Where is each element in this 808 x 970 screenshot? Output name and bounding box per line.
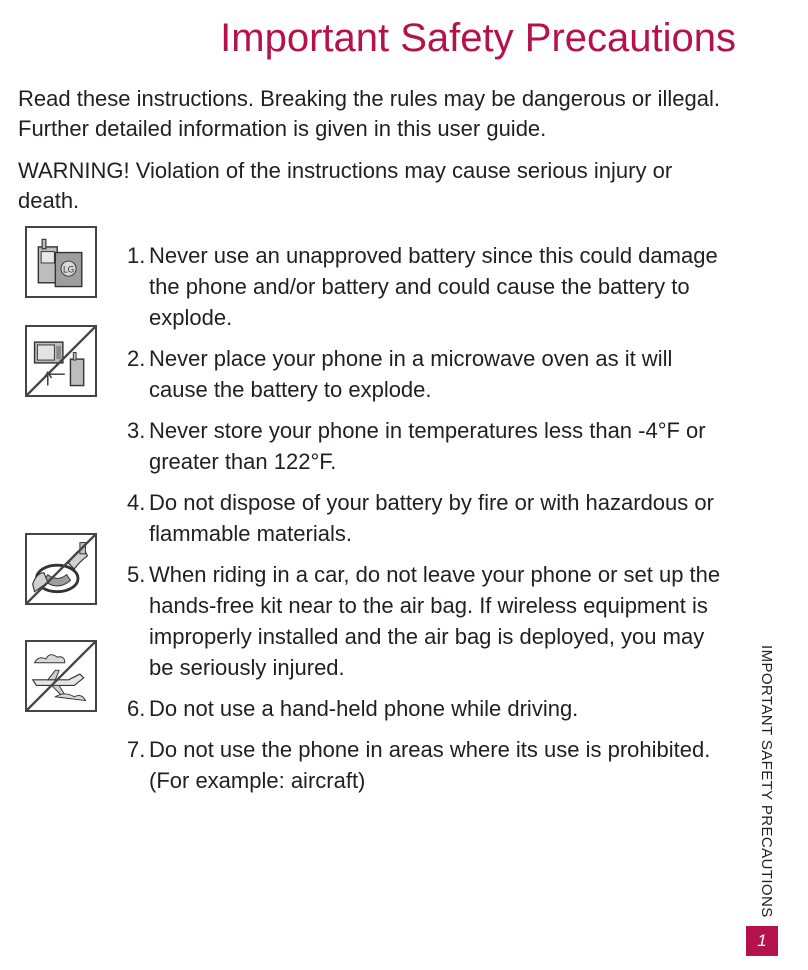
- section-side-label: IMPORTANT SAFETY PRECAUTIONS: [758, 645, 775, 918]
- item-text: Never place your phone in a microwave oven as it will cause the battery to explode.: [149, 346, 673, 402]
- intro-section: [18, 84, 738, 216]
- list-item: [127, 487, 727, 549]
- no-aircraft-icon: [25, 640, 97, 712]
- list-item: [127, 559, 727, 683]
- warning-text: WARNING! Violation of the instructions may cause serious injury or death.: [18, 158, 673, 213]
- item-text: Never store your phone in temperatures less than -4°F or greater than 122°F.: [149, 418, 706, 474]
- list-item: [127, 693, 727, 724]
- list-item: [127, 734, 727, 796]
- precautions-list: [127, 240, 727, 806]
- item-number: 1.: [127, 243, 146, 268]
- page-title: Important Safety Precautions: [220, 16, 736, 60]
- item-number: 4.: [127, 490, 146, 515]
- item-number: 2.: [127, 346, 146, 371]
- svg-text:LG: LG: [62, 265, 75, 276]
- list-item: [127, 240, 727, 333]
- item-text: Never use an unapproved battery since this could damage the phone and/or battery and could cause the battery to explode.: [149, 243, 718, 330]
- item-text: When riding in a car, do not leave your phone or set up the hands-free kit near to the air bag. If wireless equipment is improperly installed and the air bag is deployed, you may be seriously injured.: [149, 562, 721, 680]
- no-driving-phone-icon: [25, 533, 97, 605]
- page-number: 1: [746, 926, 778, 956]
- item-number: 6.: [127, 696, 146, 721]
- item-number: 3.: [127, 418, 146, 443]
- battery-icon: [25, 226, 97, 298]
- intro-line-1: Read these instructions. Breaking the rules may be dangerous or illegal.: [18, 86, 720, 111]
- item-text: Do not dispose of your battery by fire or with hazardous or flammable materials.: [149, 490, 714, 546]
- item-text: Do not use the phone in areas where its use is prohibited. (For example: aircraft): [149, 737, 711, 793]
- list-item: [127, 415, 727, 477]
- item-text: Do not use a hand-held phone while driving.: [149, 696, 579, 721]
- no-microwave-icon: [25, 325, 97, 397]
- item-number: 7.: [127, 737, 146, 762]
- item-number: 5.: [127, 562, 146, 587]
- intro-line-2: Further detailed information is given in this user guide.: [18, 116, 547, 141]
- list-item: [127, 343, 727, 405]
